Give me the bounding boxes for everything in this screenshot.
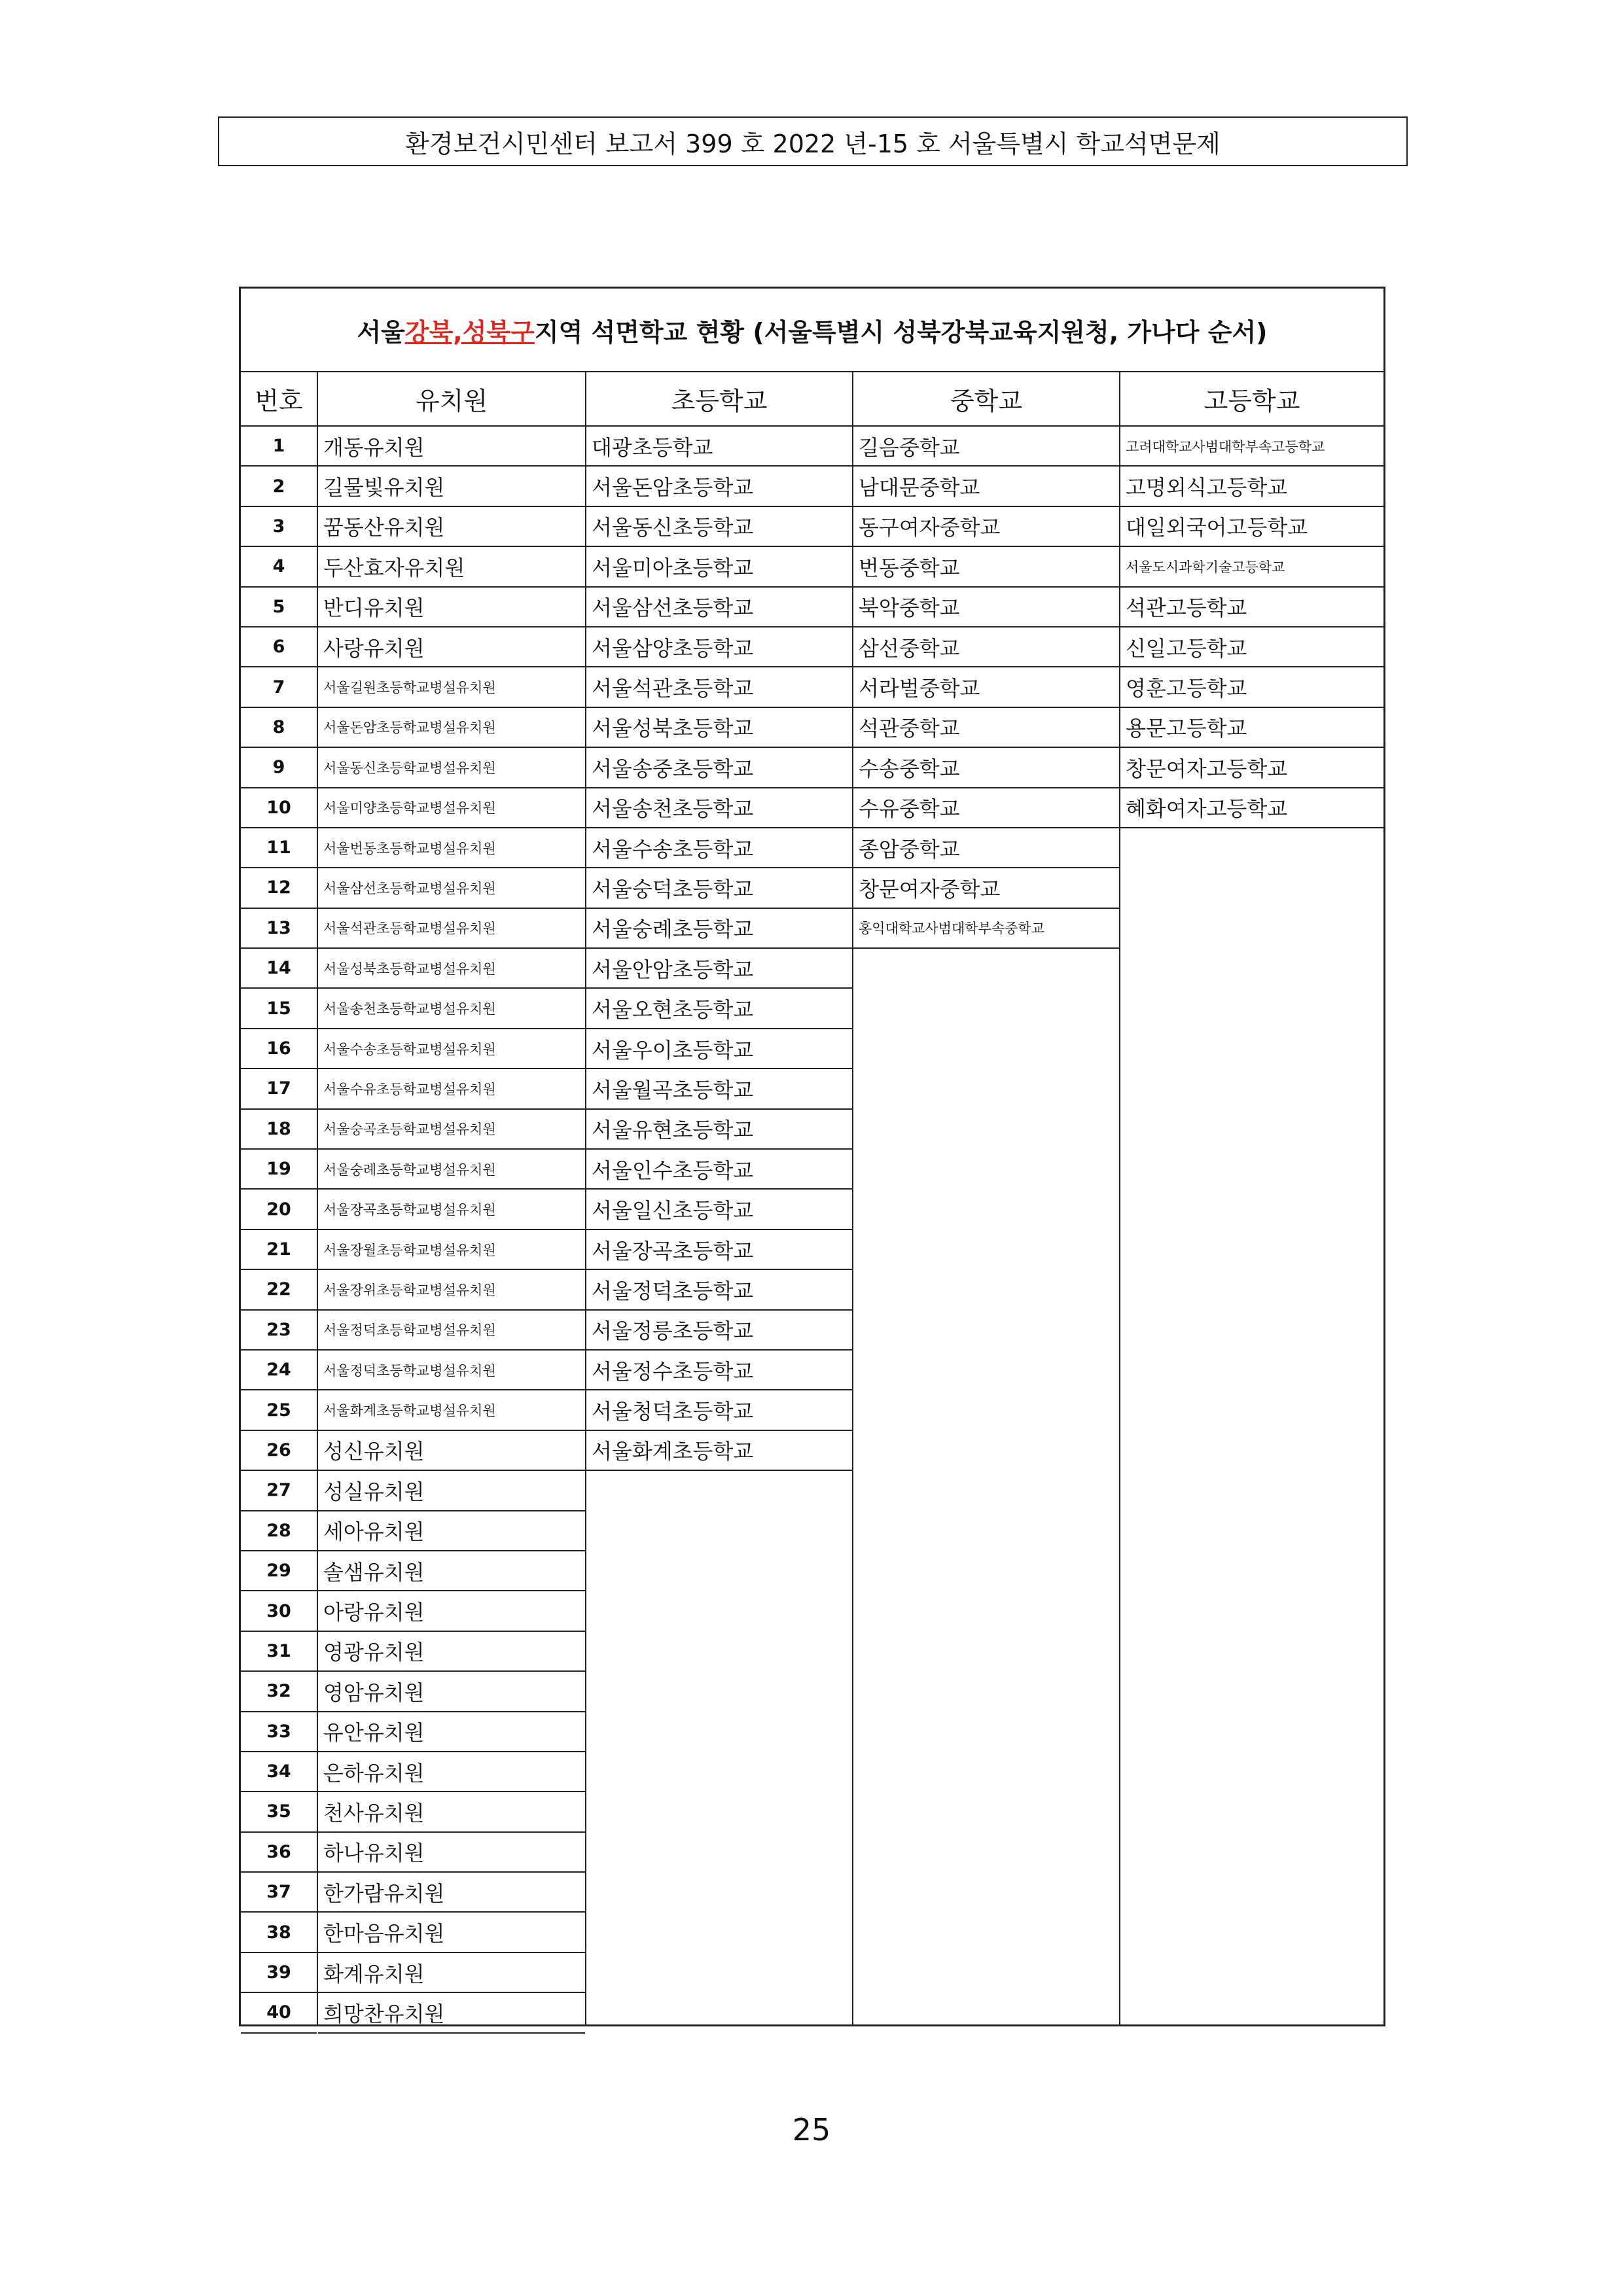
kindergarten-cell: 꿈동산유치원: [318, 507, 585, 547]
row-number: 11: [241, 828, 317, 868]
divider: [1119, 372, 1120, 2024]
row-number: 4: [241, 547, 317, 587]
elementary-cell: 서울삼선초등학교: [586, 588, 852, 627]
kindergarten-cell: 서울장월초등학교병설유치원: [318, 1230, 585, 1270]
kindergarten-cell: 서울길원초등학교병설유치원: [318, 667, 585, 707]
kindergarten-cell: 천사유치원: [318, 1792, 585, 1832]
row-number: 24: [241, 1351, 317, 1390]
kindergarten-cell: 화계유치원: [318, 1953, 585, 1993]
elementary-cell: 서울성북초등학교: [586, 708, 852, 748]
elementary-cell: 서울숭례초등학교: [586, 909, 852, 949]
elementary-cell: 서울장곡초등학교: [586, 1230, 852, 1270]
elementary-cell: 서울청덕초등학교: [586, 1390, 852, 1430]
row-number: 32: [241, 1672, 317, 1712]
row-number: 15: [241, 989, 317, 1029]
elementary-cell: 서울우이초등학교: [586, 1029, 852, 1069]
title-suffix: 지역 석면학교 현황 (서울특별시 성북강북교육지원청, 가나다 순서): [534, 317, 1268, 347]
column-high: [1120, 372, 1383, 828]
kindergarten-cell: 서울숭례초등학교병설유치원: [318, 1150, 585, 1190]
header-number: 번호: [241, 372, 317, 427]
middle-cell: 북악중학교: [853, 588, 1119, 627]
high-cell: 대일외국어고등학교: [1120, 507, 1383, 547]
kindergarten-cell: 유안유치원: [318, 1712, 585, 1752]
report-header: 환경보건시민센터 보고서 399 호 2022 년-15 호 서울특별시 학교석면문제: [218, 116, 1408, 166]
kindergarten-cell: 영암유치원: [318, 1672, 585, 1712]
high-cell: 석관고등학교: [1120, 588, 1383, 627]
header-high: 고등학교: [1120, 372, 1383, 427]
elementary-cell: 서울수송초등학교: [586, 828, 852, 868]
middle-cell: 남대문중학교: [853, 467, 1119, 506]
row-number: 10: [241, 788, 317, 828]
kindergarten-cell: 사랑유치원: [318, 627, 585, 667]
elementary-cell: 서울석관초등학교: [586, 667, 852, 707]
kindergarten-cell: 서울성북초등학교병설유치원: [318, 949, 585, 989]
row-number: 34: [241, 1752, 317, 1792]
row-number: 21: [241, 1230, 317, 1270]
column-number: [241, 372, 317, 2034]
elementary-cell: 서울미아초등학교: [586, 547, 852, 587]
row-number: 1: [241, 427, 317, 467]
row-number: 14: [241, 949, 317, 989]
row-number: 25: [241, 1390, 317, 1430]
row-number: 31: [241, 1632, 317, 1672]
middle-cell: 동구여자중학교: [853, 507, 1119, 547]
row-number: 16: [241, 1029, 317, 1069]
row-number: 8: [241, 708, 317, 748]
row-number: 13: [241, 909, 317, 949]
high-cell: 고명외식고등학교: [1120, 467, 1383, 506]
row-number: 18: [241, 1110, 317, 1150]
high-cell: 신일고등학교: [1120, 627, 1383, 667]
kindergarten-cell: 서울번동초등학교병설유치원: [318, 828, 585, 868]
row-number: 5: [241, 588, 317, 627]
high-cell: 용문고등학교: [1120, 708, 1383, 748]
middle-cell: 번동중학교: [853, 547, 1119, 587]
high-cell: 영훈고등학교: [1120, 667, 1383, 707]
title-highlight: 강북,성북구: [404, 317, 535, 347]
title-prefix: 서울: [357, 317, 405, 347]
high-cell: 고려대학교사범대학부속고등학교: [1120, 427, 1383, 467]
kindergarten-cell: 반디유치원: [318, 588, 585, 627]
kindergarten-cell: 서울삼선초등학교병설유치원: [318, 868, 585, 908]
kindergarten-cell: 두산효자유치원: [318, 547, 585, 587]
row-number: 35: [241, 1792, 317, 1832]
kindergarten-cell: 서울수유초등학교병설유치원: [318, 1069, 585, 1109]
row-number: 22: [241, 1270, 317, 1310]
elementary-cell: 서울송중초등학교: [586, 748, 852, 788]
kindergarten-cell: 은하유치원: [318, 1752, 585, 1792]
middle-cell: 창문여자중학교: [853, 868, 1119, 908]
kindergarten-cell: 한마음유치원: [318, 1913, 585, 1952]
high-cell: 창문여자고등학교: [1120, 748, 1383, 788]
row-number: 40: [241, 1993, 317, 2033]
divider: [585, 372, 586, 2024]
high-cell: 혜화여자고등학교: [1120, 788, 1383, 828]
elementary-cell: 대광초등학교: [586, 427, 852, 467]
kindergarten-cell: 서울돈암초등학교병설유치원: [318, 708, 585, 748]
elementary-cell: 서울숭덕초등학교: [586, 868, 852, 908]
column-kindergarten: [318, 372, 585, 2034]
header-middle: 중학교: [853, 372, 1119, 427]
elementary-cell: 서울동신초등학교: [586, 507, 852, 547]
elementary-cell: 서울인수초등학교: [586, 1150, 852, 1190]
row-number: 23: [241, 1311, 317, 1351]
row-number: 37: [241, 1873, 317, 1913]
kindergarten-cell: 희망찬유치원: [318, 1993, 585, 2033]
middle-cell: 길음중학교: [853, 427, 1119, 467]
kindergarten-cell: 세아유치원: [318, 1511, 585, 1551]
elementary-cell: 서울일신초등학교: [586, 1190, 852, 1229]
row-number: 6: [241, 627, 317, 667]
kindergarten-cell: 서울장곡초등학교병설유치원: [318, 1190, 585, 1229]
kindergarten-cell: 성실유치원: [318, 1471, 585, 1511]
elementary-cell: 서울돈암초등학교: [586, 467, 852, 506]
row-number: 30: [241, 1591, 317, 1631]
elementary-cell: 서울월곡초등학교: [586, 1069, 852, 1109]
high-cell: 서울도시과학기술고등학교: [1120, 547, 1383, 587]
column-middle: [853, 372, 1119, 949]
row-number: 17: [241, 1069, 317, 1109]
divider: [852, 372, 853, 2024]
kindergarten-cell: 서울송천초등학교병설유치원: [318, 989, 585, 1029]
row-number: 20: [241, 1190, 317, 1229]
row-number: 27: [241, 1471, 317, 1511]
middle-cell: 석관중학교: [853, 708, 1119, 748]
elementary-cell: 서울정수초등학교: [586, 1351, 852, 1390]
row-number: 19: [241, 1150, 317, 1190]
elementary-cell: 서울정릉초등학교: [586, 1311, 852, 1351]
row-number: 3: [241, 507, 317, 547]
kindergarten-cell: 성신유치원: [318, 1431, 585, 1471]
kindergarten-cell: 솔샘유치원: [318, 1551, 585, 1591]
kindergarten-cell: 길물빛유치원: [318, 467, 585, 506]
row-number: 7: [241, 667, 317, 707]
row-number: 39: [241, 1953, 317, 1993]
page-number: 25: [792, 2112, 831, 2147]
row-number: 2: [241, 467, 317, 506]
middle-cell: 종암중학교: [853, 828, 1119, 868]
row-number: 29: [241, 1551, 317, 1591]
row-number: 36: [241, 1833, 317, 1873]
row-number: 38: [241, 1913, 317, 1952]
kindergarten-cell: 서울미양초등학교병설유치원: [318, 788, 585, 828]
kindergarten-cell: 서울장위초등학교병설유치원: [318, 1270, 585, 1310]
elementary-cell: 서울송천초등학교: [586, 788, 852, 828]
elementary-cell: 서울안암초등학교: [586, 949, 852, 989]
kindergarten-cell: 하나유치원: [318, 1833, 585, 1873]
row-number: 33: [241, 1712, 317, 1752]
kindergarten-cell: 개동유치원: [318, 427, 585, 467]
middle-cell: 홍익대학교사범대학부속중학교: [853, 909, 1119, 949]
divider: [317, 372, 318, 2024]
column-elementary: [586, 372, 852, 1471]
middle-cell: 수유중학교: [853, 788, 1119, 828]
elementary-cell: 서울유현초등학교: [586, 1110, 852, 1150]
kindergarten-cell: 한가람유치원: [318, 1873, 585, 1913]
table-title: [241, 289, 1383, 372]
asbestos-school-table: [239, 287, 1385, 2026]
kindergarten-cell: 서울화계초등학교병설유치원: [318, 1390, 585, 1430]
middle-cell: 서라벌중학교: [853, 667, 1119, 707]
kindergarten-cell: 서울숭곡초등학교병설유치원: [318, 1110, 585, 1150]
kindergarten-cell: 서울정덕초등학교병설유치원: [318, 1351, 585, 1390]
kindergarten-cell: 영광유치원: [318, 1632, 585, 1672]
kindergarten-cell: 서울석관초등학교병설유치원: [318, 909, 585, 949]
table-grid: [241, 372, 1383, 2024]
row-number: 12: [241, 868, 317, 908]
header-kindergarten: 유치원: [318, 372, 585, 427]
kindergarten-cell: 아랑유치원: [318, 1591, 585, 1631]
middle-cell: 삼선중학교: [853, 627, 1119, 667]
middle-cell: 수송중학교: [853, 748, 1119, 788]
elementary-cell: 서울삼양초등학교: [586, 627, 852, 667]
row-number: 9: [241, 748, 317, 788]
elementary-cell: 서울화계초등학교: [586, 1431, 852, 1471]
elementary-cell: 서울정덕초등학교: [586, 1270, 852, 1310]
elementary-cell: 서울오현초등학교: [586, 989, 852, 1029]
row-number: 26: [241, 1431, 317, 1471]
kindergarten-cell: 서울동신초등학교병설유치원: [318, 748, 585, 788]
header-elementary: 초등학교: [586, 372, 852, 427]
kindergarten-cell: 서울정덕초등학교병설유치원: [318, 1311, 585, 1351]
kindergarten-cell: 서울수송초등학교병설유치원: [318, 1029, 585, 1069]
row-number: 28: [241, 1511, 317, 1551]
